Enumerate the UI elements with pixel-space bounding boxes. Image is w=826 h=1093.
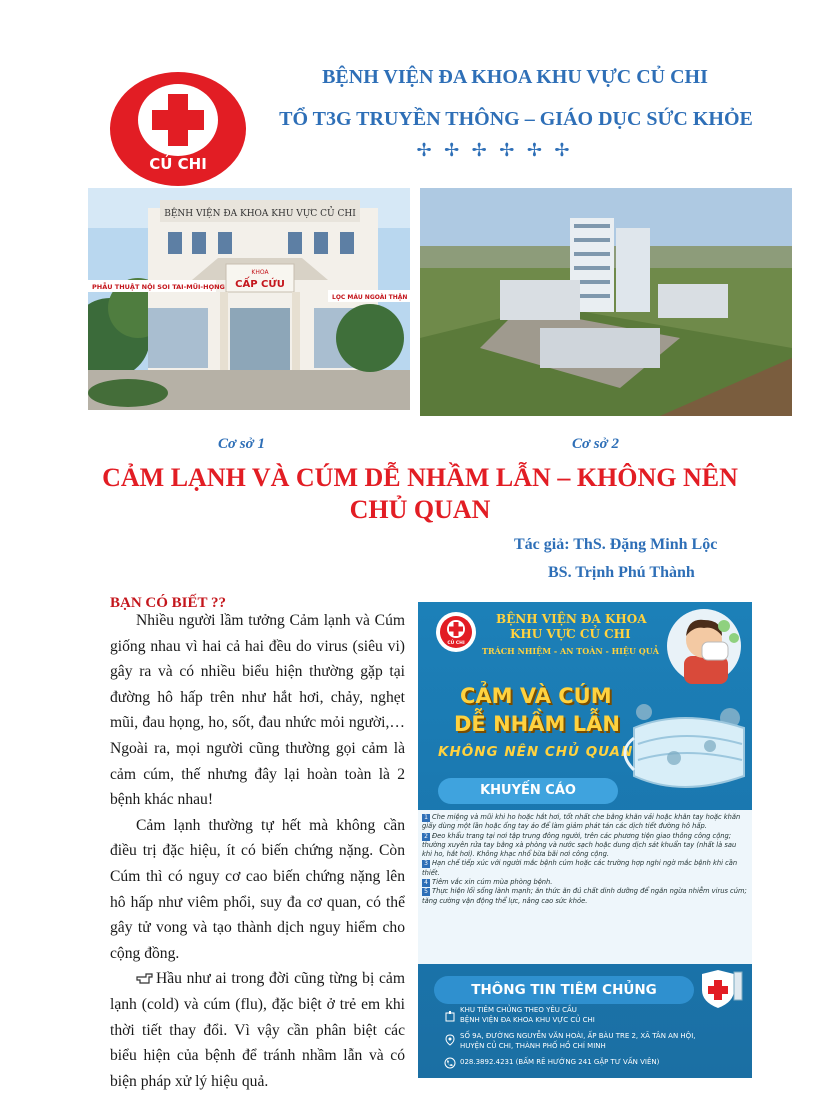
hospital-name: BỆNH VIỆN ĐA KHOA KHU VỰC CỦ CHI (322, 66, 708, 88)
logo-text: CỦ CHI (149, 155, 207, 173)
article-body (110, 608, 405, 1093)
location-pin-icon (444, 1034, 456, 1046)
paragraph-3 (110, 966, 405, 1093)
flu-poster (418, 602, 752, 1078)
poster-headline-1: CẢM VÀ CÚM (460, 684, 612, 708)
author-primary: Tác giả: ThS. Đặng Minh Lộc (514, 536, 718, 553)
vacc-line-2: BỆNH VIỆN ĐA KHOA KHU VỰC CỦ CHI (460, 1016, 595, 1024)
advice-item: 5 Thực hiện lối sống lành mạnh; ăn thức ăn đủ chất dinh dưỡng để ngăn ngừa nhiễm virus cúm; tăng cường vận động thể lực, nâng cao sức khỏe. (422, 887, 747, 905)
building-sign: BỆNH VIỆN ĐA KHOA KHU VỰC CỦ CHI (164, 209, 356, 219)
vacc-line-4: HUYỆN CỦ CHI, THÀNH PHỐ HỒ CHÍ MINH (460, 1042, 606, 1050)
advice-button: KHUYẾN CÁO (438, 778, 618, 804)
poster-logo (436, 612, 476, 652)
article-title (60, 462, 780, 526)
sign-khoa: KHOA (251, 269, 269, 276)
advice-item: 4 Tiêm vắc xin cúm mùa phòng bệnh. (422, 878, 748, 887)
advice-item: 3 Hạn chế tiếp xúc với người mắc bệnh cúm hoặc các trường hợp nghi ngờ mắc bệnh khi cần thiết. (422, 859, 738, 877)
hospital-logo (108, 70, 248, 188)
poster-headline-2: DỄ NHẦM LẪN (454, 712, 620, 736)
phone-icon (444, 1057, 456, 1069)
sign-ent: PHẪU THUẬT NỘI SOI TAI-MŨI-HỌNG (92, 283, 225, 291)
photo-campus-2 (420, 188, 792, 416)
poster-headline-3: KHÔNG NÊN CHỦ QUAN (438, 744, 634, 760)
advice-item: 1 Che miệng và mũi khi ho hoặc hắt hơi, tốt nhất che bằng khăn vải hoặc khăn tay hoặc khăn giấy dùng một lần hoặc ống tay áo để làm giảm phát tán các dịch tiết đường hô hấp. (422, 813, 741, 831)
pointing-hand-icon (136, 971, 154, 985)
author-secondary: BS. Trịnh Phú Thành (548, 564, 695, 581)
vacc-line-1: KHU TIÊM CHỦNG THEO YÊU CẦU (460, 1006, 577, 1014)
poster-motto: TRÁCH NHIỆM - AN TOÀN - HIỆU QUẢ (482, 646, 659, 656)
article-title-line1: CẢM LẠNH VÀ CÚM DỄ NHẦM LẪN – KHÔNG NÊN (102, 463, 738, 492)
shield-syringe-icon (700, 966, 748, 1010)
face-mask-icon (614, 698, 750, 798)
article-title-line2: CHỦ QUAN (349, 495, 491, 524)
caption-campus-1: Cơ sở 1 (218, 436, 265, 452)
poster-logo-text: CỦ CHI (447, 641, 465, 646)
vacc-line-5: 028.3892.4231 (BẤM RẼ HƯỚNG 241 GẶP TƯ VẤN VIÊN) (460, 1058, 660, 1066)
sign-dialysis: LỌC MÁU NGOÀI THẬN (332, 294, 408, 301)
department-name: TỔ T3G TRUYỀN THÔNG – GIÁO DỤC SỨC KHỎE (279, 108, 753, 130)
building-icon (444, 1010, 456, 1022)
paragraph-3-text: Hầu như ai trong đời cũng từng bị cảm lạnh (cold) và cúm (flu), đặc biệt ở trẻ em khi thời tiết thay đổi. Vì vậy cần phân biệt các biểu hiện của bệnh để tránh nhầm lẫn và có biện pháp xử lý hiệu quả. (110, 970, 405, 1090)
vaccination-info-button: THÔNG TIN TIÊM CHỦNG (434, 976, 694, 1004)
poster-hospital-line1: BỆNH VIỆN ĐA KHOA (496, 612, 647, 626)
section-subhead: BẠN CÓ BIẾT ?? (110, 595, 227, 611)
vacc-line-3: SỐ 9A, ĐƯỜNG NGUYỄN VĂN HOÀI, ẤP BÀU TRE 2, XÃ TÂN AN HỘI, (460, 1032, 696, 1040)
advice-item: 2 Đeo khẩu trang tại nơi tập trung đông người, trên các phương tiện giao thông công cộng; thường xuyên rửa tay bằng xà phòng và nước sạch hoặc dung dịch sát khuẩn tay (nhất là sau khi ho, hắt hơi). Không khạc nhổ bừa bãi nơi công cộng. (422, 831, 737, 859)
photo-campus-1 (88, 188, 410, 410)
sneezing-boy-illustration (664, 606, 746, 684)
paragraph-1: Nhiều người lầm tưởng Cảm lạnh và Cúm giống nhau vì hai cả hai đều do virus (siêu vi) gây ra và có nhiều biểu hiện thường gặp tại đường hô hấp trên như hắt hơi, chảy, nghẹt mũi, đau họng, ho, sốt, đau nhức mỏi người,… Ngoài ra, mọi người cũng thường gọi cảm là cảm cúm, thế nhưng đây lại hoàn toàn là 2 bệnh khác nhau! (110, 612, 405, 809)
sign-emergency: CẤP CỨU (235, 279, 285, 290)
paragraph-2: Cảm lạnh thường tự hết mà không cần điều trị đặc hiệu, ít có biến chứng nặng. Còn Cúm thì có nguy cơ cao biến chứng nặng lên hô hấp như viêm phổi, suy đa cơ quan, có thể gây tử vong và tạo thành dịch nguy hiểm cho cộng đồng. (110, 816, 405, 962)
ornament: ✢ ✢ ✢ ✢ ✢ ✢ (416, 140, 574, 160)
poster-hospital-line2: KHU VỰC CỦ CHI (510, 627, 631, 641)
caption-campus-2: Cơ sở 2 (572, 436, 619, 452)
advice-list (418, 810, 752, 964)
